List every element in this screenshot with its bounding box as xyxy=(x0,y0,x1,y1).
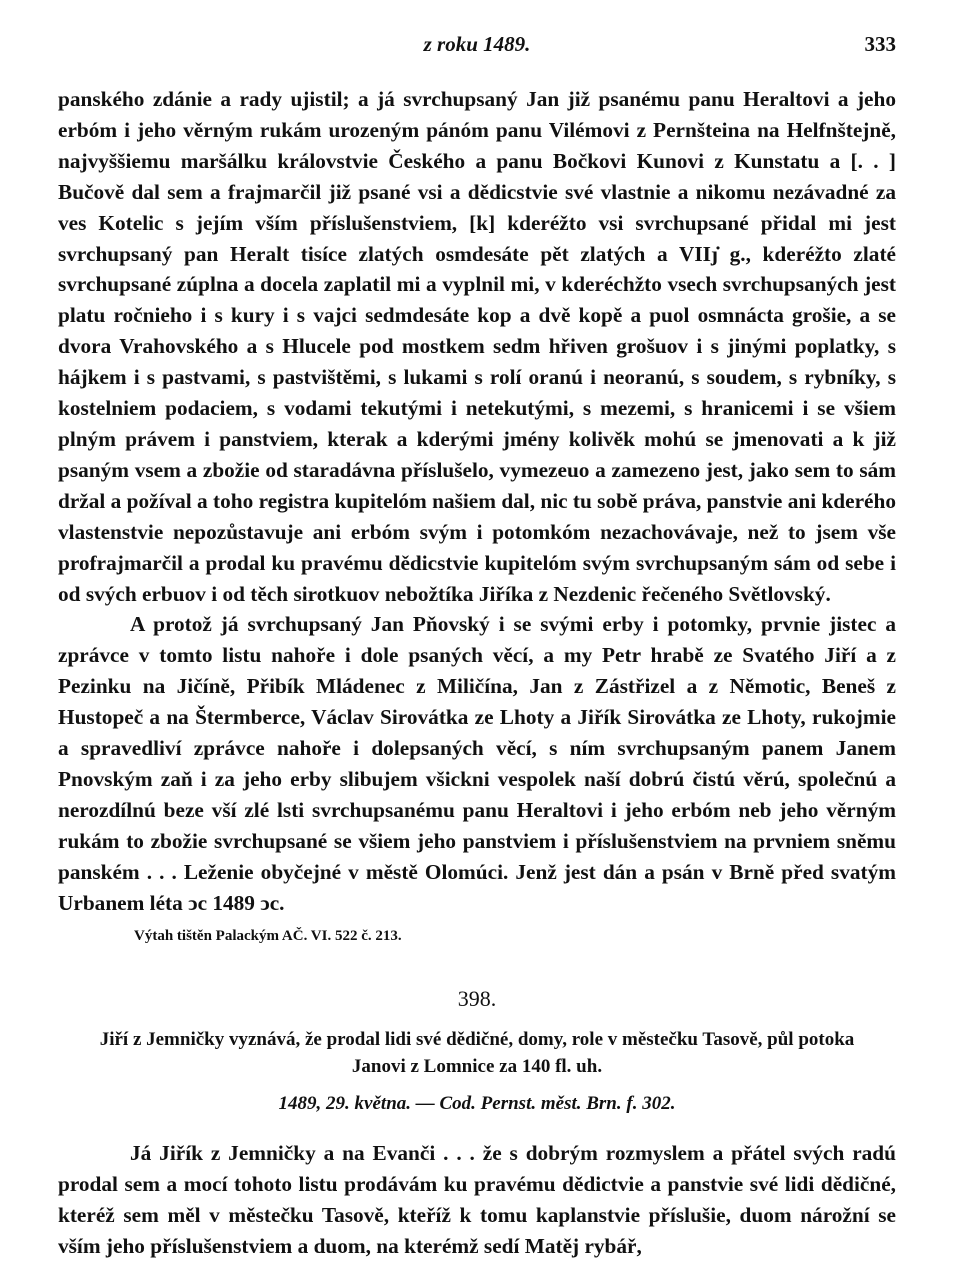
paragraph-1: panského zdánie a rady ujistil; a já svrchupsaný Jan již psanému panu Heraltovi a jeho erbóm i jeho věrným rukám urozeným pánóm panu Vilémovi z Pernšteina na Helfnštejně, najvyššiemu maršálku královstvie Českého a panu Bočkovi Kunovi z Kunstatu a [. . ] Bučově dal sem a frajmarčil již psané vsi a dědicstvie své vlastnie a nikomu nezávadné za ves Kotelic s jejím vším příslušenstviem, [k] kderéžto vsi svrchupsané přidal mi jest svrchupsaný pan Heralt tisíce zlatých osmdesáte pět zlatých a VIIȷ̇ g., kderéžto zlaté svrchupsané zúplna a docela zaplatil mi a vyplnil mi, v kderéchžto vsech svrchupsaných jest platu ročnieho i s kury i s vajci sedmdesáte kop a dvě kopě a puol osmnácta grošie, a se dvora Vrahovského a s Hlucele pod mostkem sedm hřiven grošuov i s jinými poplatky, s hájkem i s pastvami, s pastvištěmi, s lukami s rolí oranú i neoranú, s soudem, s rybníky, s kostelniem podaciem, s vodami tekutými i netekutými, s mezemi, s hranicemi i se všiem plným právem i panstviem, kterak a kderými jmény kolivěk mohú se jmenovati a k již psaným vsem a zbožie od staradávna příslušelo, vymezeuo a zamezeno jest, jako sem to sám držal a požíval a toho registra kupitelóm našiem dal, nic tu sobě práva, panstvie ani kderého vlastenstvie nepozůstavuje ani erbóm svým i potomkóm nezachovávaje, než to jsem vše profrajmarčil a prodal ku pravému dědicstvie kupitelóm svým svrchupsaným sám od sebe i od svých erbuov i od těch sirotkuov nebožtíka Jiříka z Nezdenic řečeného Světlovský. xyxy=(58,87,896,606)
paragraph-2: A protož já svrchupsaný Jan Pňovský i se svými erby i potomky, prvnie jistec a zprávce v tomto listu nahoře i dole psaných věcí, a my Petr hrabě ze Svatého Jiří a z Pezinku na Jičíně, Přibík Mládenec z Miličína, Jan z Zástřizel a z Němotic, Beneš z Hustopeč a na Štermberce, Václav Sirovátka ze Lhoty a Jiřík Sirovátka ze Lhoty, rukojmie a spravedliví zprávce nahoře i dolepsaných věcí, s ním svrchupsaným panem Janem Pnovským zaň i za jeho erby slibujem všickni vespolek naší dobrú čistú věrú, společnú a nerozdílnú beze vší zlé lsti svrchupsanému panu Heraltovi i jeho erbóm neb jeho věrným rukám to zbožie svrchupsané se všiem jeho panstviem i příslušenstviem na prvniem sněmu panském . . . Leženie obyčejné v městě Olomúci. Jenž jest dán a psán v Brně před svatým Urbanem léta ↄc 1489 ↄc. xyxy=(58,612,896,915)
main-text xyxy=(58,84,896,918)
running-title: z roku 1489. xyxy=(423,32,531,56)
document-page xyxy=(58,32,896,1262)
page-number: 333 xyxy=(864,32,896,56)
document-398-paragraph: Já Jiřík z Jemničky a na Evanči . . . že s dobrým rozmyslem a přátel svých radú prodal sem a mocí tohoto listu prodávám ku pravému dědictvie a panstvie své lidi dědičné, kteréž sem měl v městečku Tasově, kteříž k tomu kaplanstvie příslušie, duom nárožní se vším jeho příslušenstviem a duom, na kterémž sedí Matěj rybář, xyxy=(58,1141,896,1259)
document-regest: Jiří z Jemničky vyznává, že prodal lidi své dědičné, domy, role v městečku Tasově, půl potoka Janovi z Lomnice za 140 fl. uh. xyxy=(99,1029,855,1078)
source-note: Výtah tištěn Palackým AČ. VI. 522 č. 213. xyxy=(134,928,402,945)
document-398-text xyxy=(58,1138,896,1262)
document-number: 398. xyxy=(457,986,497,1012)
document-dating: 1489, 29. května. — Cod. Pernst. měst. Brn. f. 302. xyxy=(278,1093,676,1115)
running-header xyxy=(58,32,896,66)
